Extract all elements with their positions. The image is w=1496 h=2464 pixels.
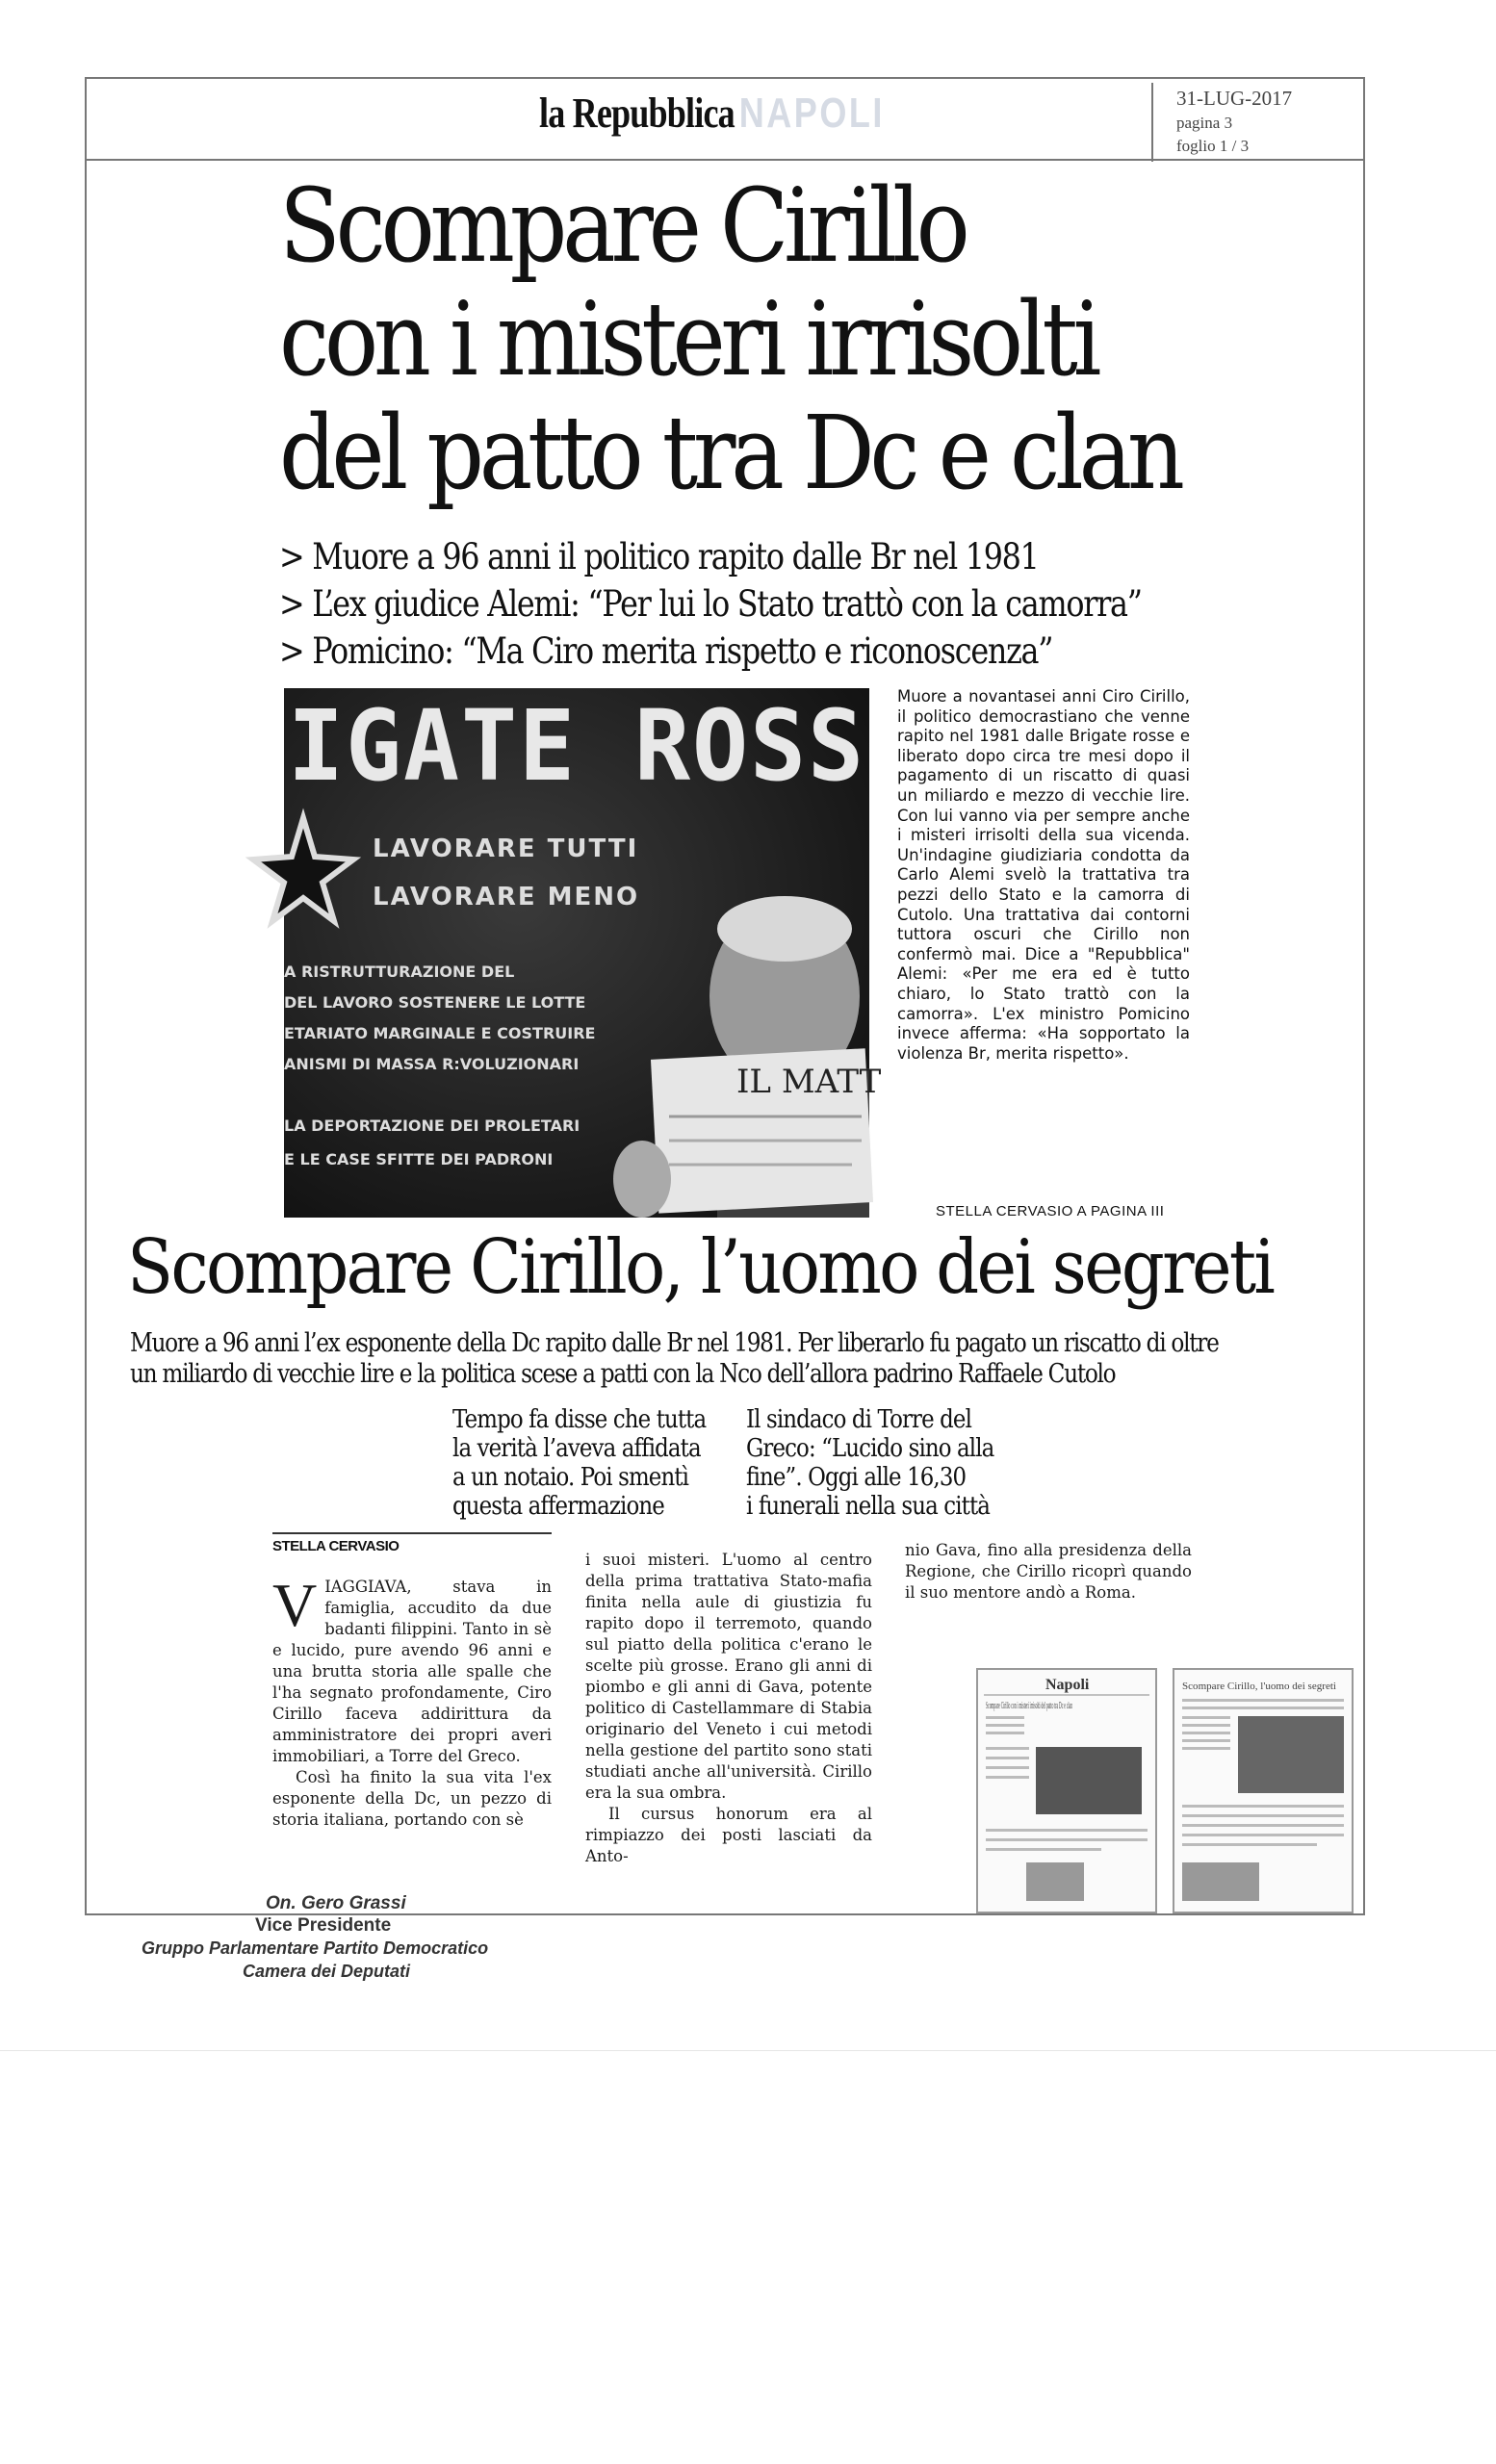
- headline-line-1: Scompare Cirillo: [279, 167, 966, 285]
- clipping-page: pagina 3: [1176, 114, 1233, 132]
- poster-line: A RISTRUTTURAZIONE DEL: [284, 962, 515, 981]
- thumb-caption: Scompare Cirillo, l'uomo dei segreti: [1182, 1681, 1337, 1692]
- article-subhead-line-2: un miliardo di vecchie lire e la politica scese a patti con la Nco dell’allora padrino Raffaele Cutolo: [130, 1359, 1116, 1389]
- signature-name: On. Gero Grassi: [266, 1893, 406, 1913]
- pullquote-line: fine”. Oggi alle 16,30: [746, 1463, 967, 1492]
- column-2-paragraph-2: Il cursus honorum era al rimpiazzo dei posti lasciati da Anto-: [585, 1805, 872, 1865]
- signature-group: Gruppo Parlamentare Partito Democratico: [142, 1938, 489, 1958]
- poster-line: ETARIATO MARGINALE E COSTRUIRE: [284, 1024, 596, 1042]
- thumb-caption: Scompare Cirillo con i misteri irrisolti del patto tra Dc e clan: [986, 1701, 1072, 1711]
- photo-banner: IGATE ROSS: [288, 689, 865, 804]
- pullquote-line: Greco: “Lucido sino alla: [746, 1434, 994, 1463]
- newspaper-masthead: [539, 89, 885, 138]
- byline: STELLA CERVASIO: [272, 1538, 400, 1554]
- portrait-hand: [613, 1141, 671, 1218]
- poster-line: LAVORARE MENO: [373, 883, 640, 911]
- news-photo: [284, 688, 882, 1218]
- clipping-sheet: foglio 1 / 3: [1176, 137, 1250, 155]
- poster-line: LA DEPORTAZIONE DEI PROLETARI: [284, 1116, 580, 1135]
- date-box: [1151, 83, 1359, 162]
- pullquote-right: [746, 1405, 1028, 1521]
- column-3-paragraph-1: nio Gava, fino alla presidenza della Regione, che Cirillo ricoprì quando il suo mentore andò a Roma.: [905, 1541, 1192, 1602]
- pullquote-line: a un notaio. Poi smentì: [452, 1463, 689, 1492]
- column-1-paragraph-2: Così ha finito la sua vita l'ex esponente della Dc, un pezzo di storia italiana, portando con sè: [272, 1768, 552, 1829]
- page-thumbnail-1: [976, 1668, 1157, 1913]
- column-2-paragraph-1: i suoi misteri. L'uomo al centro della prima trattativa Stato-mafia finita nella aule di giustizia fu rapito dopo il terremoto, quando sul piatto della politica c'erano le scelte più grosse. Erano gli anni di piombo e gli anni di Gava, potente politico di Castellammare di Stabia originario del Veneto i cui metodi nella gestione del partito sono stati studiati anche all'università. Cirillo era la sua ombra.: [585, 1551, 872, 1802]
- pullquote-left: [452, 1405, 740, 1521]
- thumb-masthead: Napoli: [1045, 1677, 1090, 1693]
- pullquote-line: Tempo fa disse che tutta: [452, 1405, 707, 1434]
- article-column-1: [272, 1571, 552, 1831]
- pullquote-line: i funerali nella sua città: [746, 1492, 991, 1521]
- column-1-paragraph-1: IAGGIAVA, stava in famiglia, accudito da due badanti filippini. Tanto in sè e lucido, pure avendo 96 anni e una brutta storia alle spalle che l'ha segnato profondamente, Ciro Cirillo faceva addirittura da amministratore dei propri averi immobiliari, a Torre del Greco.: [272, 1578, 552, 1765]
- article-column-3: [905, 1540, 1192, 1604]
- article-headline: Scompare Cirillo, l’uomo dei segreti: [127, 1224, 1274, 1311]
- clipping-date: 31-LUG-2017: [1176, 87, 1293, 110]
- summary-bullet-1: > Muore a 96 anni il politico rapito dalle Br nel 1981: [279, 536, 1039, 578]
- pullquote-line: Il sindaco di Torre del: [746, 1405, 972, 1434]
- drop-cap: V: [272, 1571, 318, 1639]
- pullquote-line: la verità l’aveva affidata: [452, 1434, 701, 1463]
- pullquote-line: questa affermazione: [452, 1492, 664, 1521]
- headline-line-2: con i misteri irrisolti: [279, 280, 1097, 398]
- article-subhead-line-1: Muore a 96 anni l’ex esponente della Dc rapito dalle Br nel 1981. Per liberarlo fu pagato un riscatto di oltre: [130, 1328, 1219, 1358]
- summary-bullet-3: > Pomicino: “Ma Ciro merita rispetto e riconoscenza”: [279, 630, 1053, 672]
- article-column-2: [585, 1550, 872, 1867]
- poster-line: E LE CASE SFITTE DEI PADRONI: [284, 1150, 554, 1168]
- masthead-name: la Repubblica: [539, 90, 735, 137]
- scan-edge: [0, 2050, 1496, 2051]
- byline-rule: [272, 1532, 552, 1534]
- signature-house: Camera dei Deputati: [243, 1962, 411, 1981]
- masthead-edition: NAPOLI: [738, 90, 885, 137]
- page-thumbnail-2: [1173, 1668, 1354, 1913]
- lede-paragraph: Muore a novantasei anni Ciro Cirillo, il politico democrastiano che venne rapito nel 1981 dalle Brigate rosse e liberato dopo circa tre mesi dopo il pagamento di un riscatto di quasi un miliardo e mezzo di vecchie lire. Con lui vanno via per sempre anche i misteri irrisolti della sua vicenda. Un'indagine giudiziaria condotta da Carlo Alemi svelò la trattativa tra pezzi dello Stato e la camorra di Cutolo. Una trattativa dai contorni tuttora oscuri che Cirillo non confermò mai. Dice a "Repubblica" Alemi: «Per me era ed è tutto chiaro, lo Stato trattò con la camorra». L'ex ministro Pomicino invece afferma: «Ha sopportato la violenza Br, merita rispetto».: [897, 687, 1190, 1063]
- signature-role: Vice Presidente: [255, 1915, 392, 1936]
- poster-line: ANISMI DI MASSA R:VOLUZIONARI: [284, 1055, 580, 1073]
- summary-bullet-2: > L’ex giudice Alemi: “Per lui lo Stato trattò con la camorra”: [279, 583, 1142, 625]
- headline-line-3: del patto tra Dc e clan: [279, 394, 1180, 512]
- held-newspaper-title: IL MATT: [736, 1063, 882, 1101]
- poster-line: LAVORARE TUTTI: [373, 834, 639, 863]
- lede-credit: STELLA CERVASIO A PAGINA III: [936, 1203, 1165, 1219]
- poster-line: DEL LAVORO SOSTENERE LE LOTTE: [284, 993, 586, 1012]
